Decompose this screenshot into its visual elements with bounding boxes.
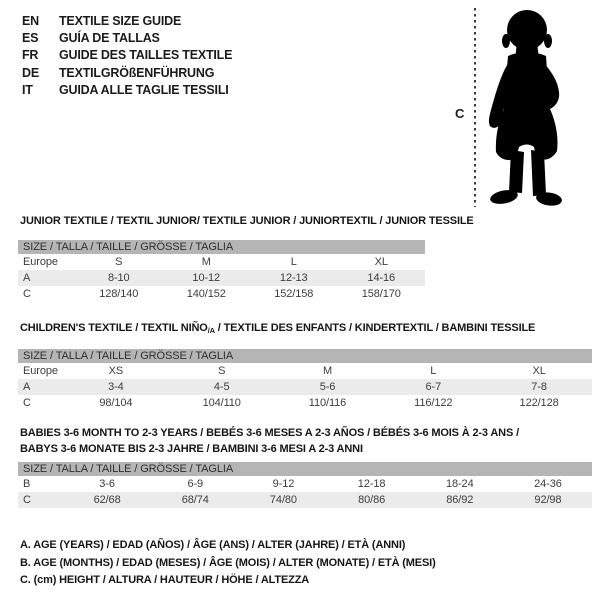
table-row [18, 492, 592, 508]
footnote-line: B. AGE (MONTHS) / EDAD (MESES) / ÂGE (MOIS) / ALTER (MONATE) / ETÀ (MESI) [20, 556, 436, 569]
table-cell: S [218, 365, 226, 377]
table-cell: 128/140 [99, 288, 139, 300]
row-label: C [23, 494, 31, 506]
language-list [22, 12, 232, 99]
table-cell: 74/80 [269, 494, 297, 506]
baby-silhouette-icon [482, 10, 570, 207]
language-row [22, 64, 232, 81]
table-title [18, 321, 592, 338]
language-row [22, 29, 232, 46]
table-cell: XL [532, 365, 546, 377]
table-cell: L [290, 256, 297, 268]
table-cell: L [430, 365, 437, 377]
language-code: DE [22, 65, 39, 80]
row-label: Europe [23, 365, 58, 377]
table-row [18, 395, 592, 411]
table-cell: XS [108, 365, 124, 377]
table-cell: 3-4 [108, 381, 124, 393]
table-cell: 62/68 [93, 494, 121, 506]
table-cell: 122/128 [519, 397, 559, 409]
table-cell: 12-13 [279, 272, 308, 284]
language-row [22, 47, 232, 64]
row-label: Europe [23, 256, 58, 268]
footnote-line: A. AGE (YEARS) / EDAD (AÑOS) / ÂGE (ANS) / ALTER (JAHRE) / ETÀ (ANNI) [20, 539, 406, 551]
table-cell: 80/86 [358, 494, 386, 506]
row-label: A [23, 272, 31, 284]
table-cell: M [201, 256, 211, 268]
language-code: IT [22, 83, 33, 98]
row-label: A [23, 381, 31, 393]
table-cell: 7-8 [531, 381, 547, 393]
language-label: TEXTILE SIZE GUIDE [59, 13, 182, 28]
table-title [18, 214, 474, 228]
height-measure-label: C [455, 106, 465, 121]
table-size-header: SIZE / TALLA / TAILLE / GRÖSSE / TAGLIA [18, 240, 425, 254]
table-cell: 68/74 [181, 494, 209, 506]
row-label: B [23, 478, 31, 490]
height-measure-line [474, 8, 476, 207]
table-cell: 3-6 [99, 478, 115, 490]
table-cell: 12-18 [357, 478, 386, 490]
table-cell: 9-12 [272, 478, 295, 490]
table-row [18, 286, 425, 302]
row-label: C [23, 397, 31, 409]
language-label: TEXTILGRÖßENFÜHRUNG [59, 65, 215, 80]
table-cell: 10-12 [192, 272, 221, 284]
table-cell: 98/104 [99, 397, 133, 409]
language-label: GUIDE DES TAILLES TEXTILE [59, 48, 233, 63]
table-cell: 86/92 [446, 494, 474, 506]
language-code: FR [22, 48, 39, 63]
table-title-subscript: /A [207, 326, 215, 335]
table-cell: 8-10 [107, 272, 130, 284]
table-cell: 14-16 [367, 272, 396, 284]
language-label: GUÍA DE TALLAS [59, 31, 160, 46]
size-table-children [18, 321, 592, 411]
language-row [22, 12, 232, 29]
table-cell: 104/110 [202, 397, 241, 409]
table-cell: M [322, 365, 333, 377]
table-title-line: BABIES 3-6 MONTH TO 2-3 YEARS / BEBÉS 3-6 MESES A 2-3 AÑOS / BÉBÉS 3-6 MOIS À 2-3 ANS / [20, 427, 519, 439]
row-label: C [23, 288, 31, 300]
table-cell: 6-7 [425, 381, 442, 393]
size-table-babies [18, 425, 592, 508]
table-cell: 110/116 [308, 397, 347, 409]
table-cell: 140/152 [186, 288, 226, 300]
table-row [18, 476, 592, 492]
table-cell: 18-24 [445, 478, 474, 490]
table-row [18, 270, 425, 286]
language-code: EN [22, 13, 39, 28]
table-cell: 24-36 [534, 478, 562, 490]
table-title-text: CHILDREN'S TEXTILE / TEXTIL NIÑO [20, 322, 208, 334]
table-cell: 158/170 [361, 288, 401, 300]
language-label: GUIDA ALLE TAGLIE TESSILI [59, 83, 229, 98]
table-cell: 6-9 [187, 478, 204, 490]
table-cell: 116/122 [414, 397, 453, 409]
table-size-header: SIZE / TALLA / TAILLE / GRÖSSE / TAGLIA [18, 462, 592, 476]
table-title-text: / TEXTILE DES ENFANTS / KINDERTEXTIL / BAMBINI TESSILE [214, 322, 536, 334]
table-title-line: JUNIOR TEXTILE / TEXTIL JUNIOR/ TEXTILE JUNIOR / JUNIORTEXTIL / JUNIOR TESSILE [20, 215, 474, 227]
language-row [22, 82, 232, 99]
table-title [18, 425, 592, 457]
size-table-junior [18, 214, 474, 302]
footnotes [20, 537, 436, 590]
table-size-header: SIZE / TALLA / TAILLE / GRÖSSE / TAGLIA [18, 349, 592, 363]
table-title-line: BABYS 3-6 MONATE BIS 2-3 JAHRE / BAMBINI 3-6 MESI A 2-3 ANNI [20, 443, 363, 455]
table-cell: S [115, 256, 123, 268]
table-cell: 92/98 [534, 494, 562, 506]
table-cell: XL [374, 256, 388, 268]
table-row [18, 363, 592, 379]
table-row [18, 379, 592, 395]
footnote-line: C. (cm) HEIGHT / ALTURA / HAUTEUR / HÖHE / ALTEZZA [20, 574, 310, 586]
language-code: ES [22, 31, 39, 46]
table-cell: 5-6 [319, 381, 336, 393]
table-cell: 152/158 [274, 288, 314, 300]
table-row [18, 254, 425, 270]
table-cell: 4-5 [213, 381, 230, 393]
